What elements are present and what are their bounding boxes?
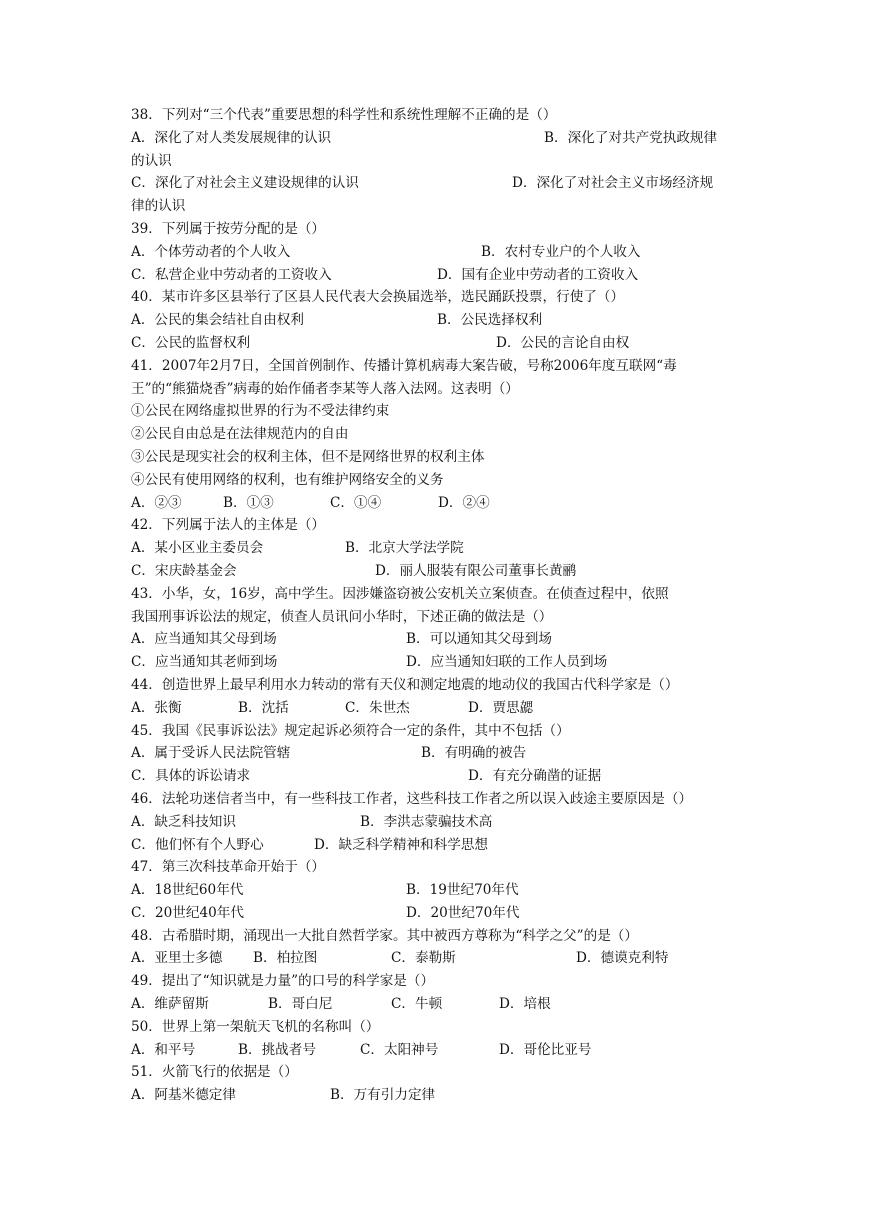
- option-text: B．公民选择权利: [437, 312, 543, 329]
- option-text: D．公民的言论自由权: [496, 334, 630, 351]
- option-text: A．公民的集会结社自由权利: [131, 312, 304, 329]
- option-text: C．深化了对社会主义建设规律的认识: [131, 175, 359, 192]
- option-text: A．亚里士多德: [131, 950, 223, 967]
- question-text: ②公民自由总是在法律规范内的自由: [131, 426, 349, 443]
- option-row: [131, 492, 743, 515]
- option-text: A．某小区业主委员会: [131, 540, 264, 557]
- option-text: 的认识: [131, 152, 172, 169]
- option-text: C．他们怀有个人野心: [131, 836, 264, 853]
- question-text: 50．世界上第一架航天飞机的名称叫（）: [131, 1018, 380, 1035]
- option-text: A．个体劳动者的个人收入: [131, 243, 291, 260]
- option-row: [131, 902, 743, 925]
- option-text: D．哥伦比亚号: [499, 1041, 592, 1058]
- question-text: 47．第三次科技革命开始于（）: [131, 859, 326, 876]
- option-text: B．深化了对共产党执政规律: [544, 129, 718, 146]
- question-stem-line: [131, 218, 743, 241]
- option-text: D．缺乏科学精神和科学思想: [314, 836, 489, 853]
- option-text: C．具体的诉讼请求: [131, 768, 251, 785]
- option-row: [131, 537, 743, 560]
- question-text: 44．创造世界上最早利用水力转动的常有天仪和测定地震的地动仪的我国古代科学家是（）: [131, 676, 679, 693]
- option-row: [131, 560, 743, 583]
- option-text: B．柏拉图: [253, 950, 318, 967]
- question-text: 40．某市许多区县举行了区县人民代表大会换届选举，选民踊跃投票，行使了（）: [131, 289, 625, 306]
- option-text: A．应当通知其父母到场: [131, 631, 277, 648]
- option-text: D．贾思勰: [468, 699, 534, 716]
- question-stem-line: [131, 1016, 743, 1039]
- option-text: B．有明确的被告: [421, 745, 527, 762]
- option-text: D．应当通知妇联的工作人员到场: [406, 654, 608, 671]
- question-stem-line: [131, 423, 743, 446]
- option-text: B．19世纪70年代: [406, 882, 519, 899]
- question-stem-line: [131, 856, 743, 879]
- option-text: B．可以通知其父母到场: [406, 631, 552, 648]
- question-stem-line: [131, 378, 743, 401]
- option-text: C．应当通知其老师到场: [131, 654, 278, 671]
- option-text: C．私营企业中劳动者的工资收入: [131, 266, 332, 283]
- option-text: D．丽人服装有限公司董事长黄鹂: [375, 562, 577, 579]
- option-text: B．万有引力定律: [330, 1087, 436, 1104]
- question-text: 王”的“熊猫烧香”病毒的始作俑者李某等人落入法网。这表明（）: [131, 380, 519, 397]
- option-text: C．太阳神号: [360, 1041, 439, 1058]
- option-text: D．国有企业中劳动者的工资收入: [437, 266, 639, 283]
- option-row: [131, 1039, 743, 1062]
- option-row: [131, 628, 743, 651]
- question-stem-line: [131, 355, 743, 378]
- question-text: ④公民有使用网络的权利，也有维护网络安全的义务: [131, 471, 444, 488]
- option-row: [131, 241, 743, 264]
- option-text: A．属于受诉人民法院管辖: [131, 745, 291, 762]
- option-row: [131, 651, 743, 674]
- question-stem-line: [131, 514, 743, 537]
- question-stem-line: [131, 469, 743, 492]
- option-row: [131, 127, 743, 150]
- question-text: 43．小华，女，16岁，高中学生。因涉嫌盗窃被公安机关立案侦查。在侦查过程中，依照: [131, 585, 669, 602]
- question-text: 42．下列属于法人的主体是（）: [131, 517, 326, 534]
- option-text: D．20世纪70年代: [406, 904, 520, 921]
- question-text: 48．古希腊时期，涌现出一大批自然哲学家。其中被西方尊称为“科学之父”的是（）: [131, 927, 638, 944]
- option-text: C．泰勒斯: [391, 950, 456, 967]
- option-text: D．深化了对社会主义市场经济规: [512, 175, 714, 192]
- option-text: C．20世纪40年代: [131, 904, 244, 921]
- option-text: A．缺乏科技知识: [131, 813, 236, 830]
- question-text: 38．下列对“三个代表”重要思想的科学性和系统性理解不正确的是（）: [131, 107, 557, 123]
- option-row: [131, 195, 743, 218]
- option-text: B．李洪志蒙骗技术高: [360, 813, 493, 830]
- option-row: [131, 879, 743, 902]
- question-stem-line: [131, 104, 743, 127]
- option-text: B．农村专业户的个人收入: [481, 243, 641, 260]
- question-text: 我国刑事诉讼法的规定，侦查人员讯问小华时，下述正确的做法是（）: [131, 608, 553, 625]
- option-text: A．②③: [131, 494, 182, 511]
- option-row: [131, 765, 743, 788]
- option-text: A．和平号: [131, 1041, 196, 1058]
- question-stem-line: [131, 286, 743, 309]
- question-text: 45．我国《民事诉讼法》规定起诉必须符合一定的条件，其中不包括（）: [131, 722, 570, 739]
- option-row: [131, 150, 743, 173]
- option-text: C．朱世杰: [345, 699, 410, 716]
- option-text: B．挑战者号: [238, 1041, 316, 1058]
- option-row: [131, 1084, 743, 1107]
- question-stem-line: [131, 1061, 743, 1084]
- question-text: ①公民在网络虚拟世界的行为不受法律约束: [131, 403, 390, 420]
- option-text: A．张衡: [131, 699, 182, 716]
- option-row: [131, 834, 743, 857]
- question-text: 41．2007年2月7日，全国首例制作、传播计算机病毒大案告破，号称2006年度互联网“毒: [131, 357, 677, 374]
- option-text: C．牛顿: [391, 996, 443, 1013]
- question-text: 46．法轮功迷信者当中，有一些科技工作者，这些科技工作者之所以误入歧途主要原因是（）: [131, 790, 693, 807]
- option-text: A．阿基米德定律: [131, 1087, 236, 1104]
- option-text: C．公民的监督权利: [131, 334, 251, 351]
- option-text: A．维萨留斯: [131, 996, 209, 1013]
- option-row: [131, 309, 743, 332]
- question-text: 49．提出了“知识就是力量”的口号的科学家是（）: [131, 973, 435, 990]
- question-stem-line: [131, 674, 743, 697]
- option-text: A．深化了对人类发展规律的认识: [131, 129, 332, 146]
- question-text: ③公民是现实社会的权利主体，但不是网络世界的权利主体: [131, 448, 485, 465]
- option-text: C．①④: [330, 494, 382, 511]
- option-text: D．②④: [438, 494, 490, 511]
- option-row: [131, 742, 743, 765]
- option-text: B．北京大学法学院: [345, 540, 464, 557]
- option-row: [131, 947, 743, 970]
- option-text: B．沈括: [238, 699, 289, 716]
- question-text: 51．火箭飞行的依据是（）: [131, 1064, 298, 1081]
- question-stem-line: [131, 788, 743, 811]
- option-text: B．①③: [223, 494, 274, 511]
- option-row: [131, 697, 743, 720]
- option-row: [131, 264, 743, 287]
- option-text: D．有充分确凿的证据: [468, 768, 602, 785]
- option-row: [131, 172, 743, 195]
- option-text: 律的认识: [131, 198, 186, 215]
- option-text: B．哥白尼: [268, 996, 333, 1013]
- option-text: D．德谟克利特: [576, 950, 669, 967]
- question-stem-line: [131, 446, 743, 469]
- question-stem-line: [131, 606, 743, 629]
- question-stem-line: [131, 400, 743, 423]
- question-stem-line: [131, 583, 743, 606]
- option-row: [131, 332, 743, 355]
- question-stem-line: [131, 925, 743, 948]
- option-row: [131, 993, 743, 1016]
- question-stem-line: [131, 720, 743, 743]
- option-row: [131, 811, 743, 834]
- option-text: D．培根: [499, 996, 551, 1013]
- option-text: C．宋庆龄基金会: [131, 562, 237, 579]
- option-text: A．18世纪60年代: [131, 882, 244, 899]
- question-stem-line: [131, 970, 743, 993]
- question-text: 39．下列属于按劳分配的是（）: [131, 220, 326, 237]
- question-list: [131, 104, 743, 1107]
